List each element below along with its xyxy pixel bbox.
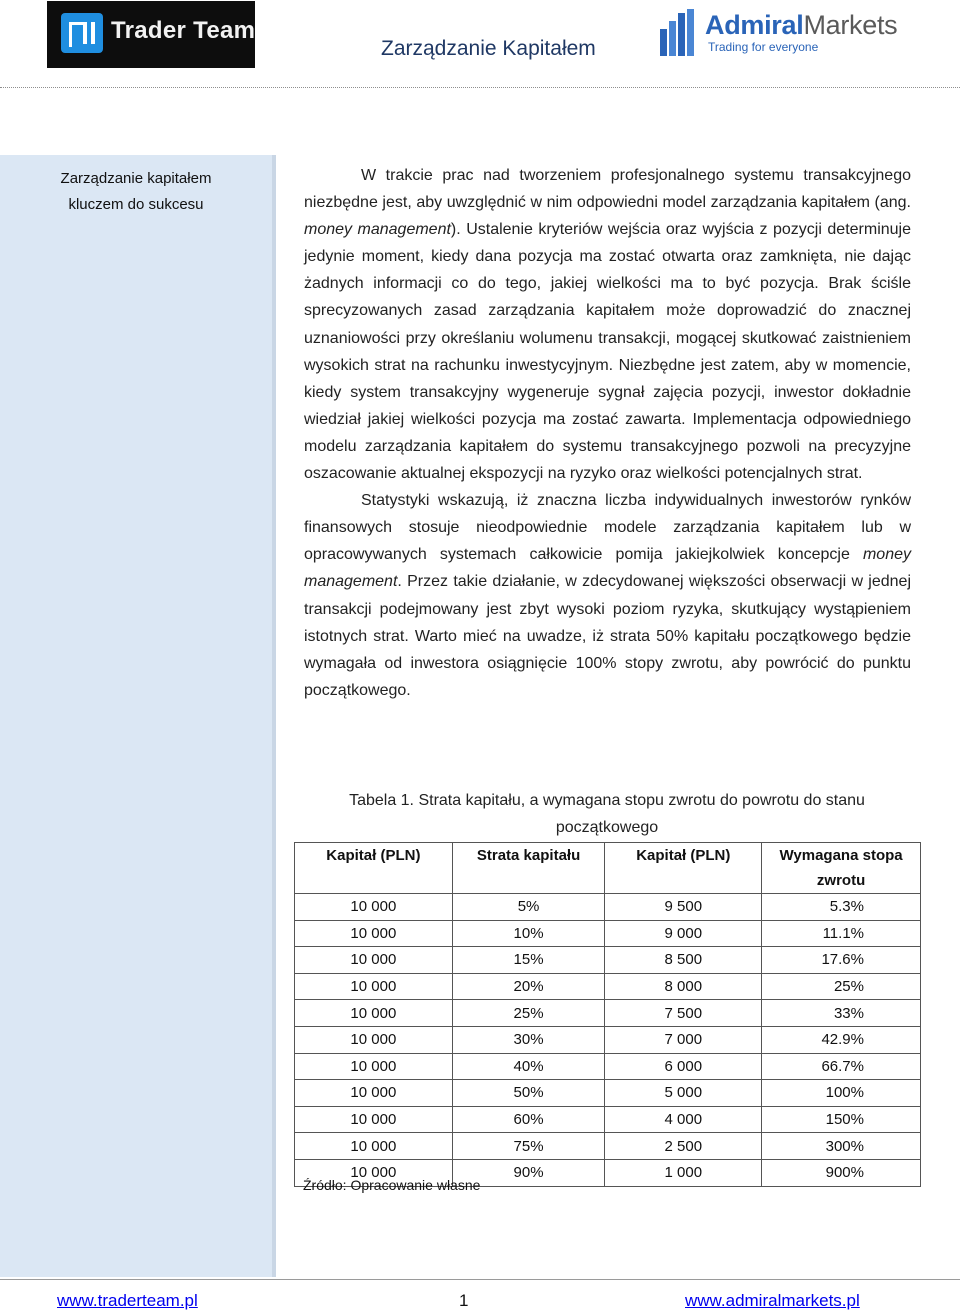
table-cell: 42.9% [762,1026,921,1053]
table-cell: 25% [762,973,921,1000]
admiral-markets-logo [658,6,898,62]
footer-divider [0,1279,960,1280]
paragraph-2: Statystyki wskazują, iż znaczna liczba indywidualnych inwestorów rynków finansowych stosuje nieodpowiednie modele zarządzania kapitałem lub w opracowywanych systemach całkowicie pomija jakiejkolwiek koncepcje money management. Przez takie działanie, w zdecydowanej większości obserwacji w jednej transakcji podejmowany jest zbyt wysoki poziom ryzyka, skutkujący wystąpieniem istotnych strat. Warto mieć na uwadze, iż strata 50% kapitału początkowego będzie wymagała od inwestora osiągnięcie 100% stopy zwrotu, aby powrócić do punktu początkowego. [304,492,911,699]
trader-team-logo-icon [61,13,103,53]
table-source-note: Źródło: Opracowanie własne [303,1177,481,1193]
admiralmarkets-link[interactable]: www.admiralmarkets.pl [685,1291,860,1310]
admiral-markets-logo-icon [660,9,702,56]
table-cell: 10 000 [295,894,453,921]
table-row [295,1106,921,1133]
capital-loss-table [294,842,921,1187]
trader-team-logo-text: Trader Team [111,17,256,44]
table-header-row [295,843,921,894]
table-cell: 10 000 [295,1080,453,1107]
table-cell: 9 000 [605,920,762,947]
table-cell: 5.3% [762,894,921,921]
table-row [295,1026,921,1053]
table-cell: 10 000 [295,973,453,1000]
table-header-cell: Kapitał (PLN) [605,843,762,894]
paragraph-1: W trakcie prac nad tworzeniem profesjonalnego systemu transakcyjnego niezbędne jest, aby uwzględnić w nim odpowiedni model zarządzania kapitałem (ang. money management). Ustalenie kryteriów wejścia oraz wyjścia z pozycji determinuje jedynie moment, kiedy dana pozycja ma zostać otwarta oraz zamknięta, nie dając żadnych informacji co do tego, jakiej wielkości ma to być pozycja. Brak ściśle sprecyzowanych zasad zarządzania kapitałem może doprowadzić do znacznej uznaniowości przy określaniu wolumenu transakcji, mogącej skutkować zaistnieniem wysokich strat na rachunku inwestycyjnym. Niezbędne jest zatem, aby w momencie, kiedy system transakcyjny wygeneruje sygnał zajęcia pozycji, inwestor dokładnie wiedział jakiej wielkości pozycja ma zostać zawarta. Implementacja odpowiedniego modelu zarządzania kapitałem do systemu transakcyjnego pozwoli na precyzyjne oszacowanie aktualnej ekspozycji na ryzyko oraz wielkości potencjalnych strat. [304,167,912,483]
table-cell: 6 000 [605,1053,762,1080]
table-cell: 5% [452,894,605,921]
table-cell: 8 000 [605,973,762,1000]
table-cell: 100% [762,1080,921,1107]
sidebar-panel [0,155,276,1277]
article-body [304,162,911,704]
table-header-cell: Strata kapitału [452,843,605,894]
table-cell: 900% [762,1159,921,1186]
table-row [295,894,921,921]
table-cell: 60% [452,1106,605,1133]
table-cell: 10 000 [295,1000,453,1027]
table-cell: 66.7% [762,1053,921,1080]
table-cell: 11.1% [762,920,921,947]
table-row [295,920,921,947]
table-header-cell: Wymagana stopa zwrotu [762,843,921,894]
table-cell: 10 000 [295,1133,453,1160]
table-row [295,947,921,974]
page-number: 1 [459,1291,469,1310]
table-header-cell: Kapitał (PLN) [295,843,453,894]
trader-team-logo [47,1,255,68]
table-cell: 33% [762,1000,921,1027]
sidebar-heading-line-1: Zarządzanie kapitałem [60,170,212,187]
table-cell: 7 000 [605,1026,762,1053]
table-cell: 1 000 [605,1159,762,1186]
table-cell: 10 000 [295,1026,453,1053]
table-cell: 10 000 [295,1106,453,1133]
table-cell: 300% [762,1133,921,1160]
table-cell: 9 500 [605,894,762,921]
table-cell: 8 500 [605,947,762,974]
table-row [295,1080,921,1107]
table-cell: 25% [452,1000,605,1027]
table-cell: 30% [452,1026,605,1053]
table-cell: 10% [452,920,605,947]
table-row [295,1133,921,1160]
table-cell: 2 500 [605,1133,762,1160]
table-cell: 7 500 [605,1000,762,1027]
traderteam-link[interactable]: www.traderteam.pl [57,1291,198,1310]
sidebar-heading [0,166,272,218]
table-cell: 4 000 [605,1106,762,1133]
table-row [295,1000,921,1027]
admiral-markets-slogan: Trading for everyone [708,40,819,54]
table-cell: 150% [762,1106,921,1133]
table-row [295,973,921,1000]
page-title: Zarządzanie Kapitałem [381,37,596,60]
admiral-markets-logo-name: AdmiralMarkets [705,10,898,40]
table-row [295,1053,921,1080]
table-cell: 10 000 [295,1159,453,1186]
table-cell: 20% [452,973,605,1000]
table-cell: 5 000 [605,1080,762,1107]
table-cell: 40% [452,1053,605,1080]
table-cell: 10 000 [295,920,453,947]
table-cell: 17.6% [762,947,921,974]
table-cell: 90% [452,1159,605,1186]
sidebar-heading-line-2: kluczem do sukcesu [68,196,204,213]
table-cell: 50% [452,1080,605,1107]
table-cell: 15% [452,947,605,974]
table-caption: Tabela 1. Strata kapitału, a wymagana stopu zwrotu do powrotu do stanu początkowego [349,792,865,836]
header-divider [0,87,960,88]
table-cell: 10 000 [295,1053,453,1080]
table-cell: 75% [452,1133,605,1160]
table-cell: 10 000 [295,947,453,974]
